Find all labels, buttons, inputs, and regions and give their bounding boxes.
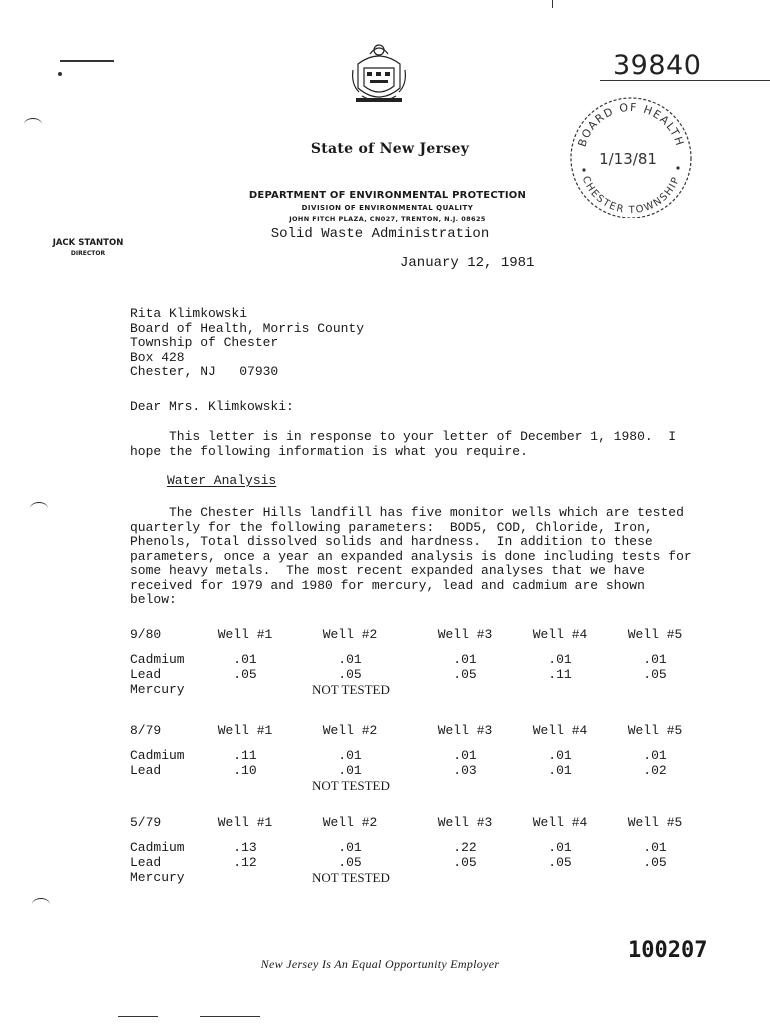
table-row [130, 748, 690, 763]
scan-mark [58, 72, 62, 76]
page-number: 100207 [628, 938, 708, 963]
recipient-line: Board of Health, Morris County [130, 320, 365, 336]
division-name: DIVISION OF ENVIRONMENTAL QUALITY [301, 204, 474, 212]
recipient-line: Chester, NJ 07930 [130, 364, 279, 379]
table-cell: .05 [233, 667, 257, 682]
well-header: Well #5 [627, 627, 683, 642]
table-cell: .01 [338, 652, 362, 667]
department-name: DEPARTMENT OF ENVIRONMENTAL PROTECTION [248, 190, 527, 201]
table-cell: .01 [548, 748, 572, 763]
salutation: Dear Mrs. Klimkowski: [130, 399, 294, 414]
not-tested-note: NOT TESTED [312, 778, 390, 793]
well-header: Well #5 [627, 815, 683, 830]
parameter-label: Lead [130, 667, 162, 682]
well-header: Well #2 [322, 723, 378, 738]
well-header: Well #4 [532, 815, 588, 830]
director-title: DIRECTOR [70, 250, 106, 257]
para2-line: received for 1979 and 1980 for mercury, lead and cadmium are shown [130, 577, 645, 593]
recipient-line: Township of Chester [130, 335, 279, 350]
table-cell: .01 [548, 763, 572, 778]
letter-date: January 12, 1981 [400, 255, 535, 271]
well-header: Well #3 [437, 815, 493, 830]
scan-mark [118, 1016, 158, 1017]
table-cell: .01 [643, 748, 667, 763]
parameter-label: Cadmium [130, 840, 185, 855]
table-cell: .01 [643, 840, 667, 855]
table-cell: .22 [453, 840, 477, 855]
table-cell: .01 [338, 763, 362, 778]
paragraph-intro [130, 430, 676, 459]
para2-line: quarterly for the following parameters: BOD5, COD, Chloride, Iron, [130, 519, 653, 535]
table-cell: .11 [548, 667, 572, 682]
results-table [130, 627, 690, 697]
table-cell: .01 [338, 748, 362, 763]
parameter-label: Lead [130, 855, 162, 870]
table-cell: .05 [548, 855, 572, 870]
results-table [130, 723, 690, 793]
well-header: Well #3 [437, 627, 493, 642]
table-cell: .12 [233, 855, 257, 870]
recipient-line: Box 428 [130, 349, 185, 365]
svg-text:BOARD OF HEALTH [575, 101, 686, 149]
table-header-row [130, 815, 690, 840]
para2-line: Phenols, Total dissolved solids and hardness. In addition to these [130, 534, 653, 549]
table-row [130, 652, 690, 667]
well-header: Well #1 [217, 723, 273, 738]
well-header: Well #3 [437, 723, 493, 738]
not-tested-note: NOT TESTED [312, 870, 390, 885]
table-cell: .01 [233, 652, 257, 667]
svg-text:CHESTER TOWNSHIP [580, 175, 683, 216]
parameter-label: Mercury [130, 682, 185, 697]
well-header: Well #5 [627, 723, 683, 738]
table-cell: .01 [548, 652, 572, 667]
table-row [130, 855, 690, 870]
table-row [130, 870, 690, 885]
administration-name: Solid Waste Administration [270, 226, 490, 242]
well-header: Well #1 [217, 815, 273, 830]
file-number-underline [600, 80, 770, 81]
table-cell: .01 [643, 652, 667, 667]
parameter-label: Lead [130, 763, 162, 778]
file-number: 39840 [613, 50, 702, 81]
table-cell: .05 [338, 855, 362, 870]
well-header: Well #4 [532, 723, 588, 738]
para2-line: below: [130, 592, 177, 607]
table-cell: .05 [453, 855, 477, 870]
table-cell: .01 [453, 748, 477, 763]
scan-mark [200, 1016, 260, 1017]
table-cell: .01 [338, 840, 362, 855]
table-cell: .01 [548, 840, 572, 855]
table-cell: .05 [338, 667, 362, 682]
para2-line: parameters, once a year an expanded analysis is done including tests for [130, 548, 692, 564]
table-period: 8/79 [130, 723, 162, 738]
well-header: Well #2 [322, 815, 378, 830]
paragraph-water-analysis [130, 506, 692, 608]
table-row [130, 667, 690, 682]
table-row [130, 840, 690, 855]
table-row [130, 682, 690, 697]
para2-line: The Chester Hills landfill has five monitor wells which are tested [130, 505, 684, 520]
scan-mark [32, 898, 50, 911]
results-table [130, 815, 690, 885]
director-name: JACK STANTON [52, 238, 124, 248]
parameter-label: Cadmium [130, 748, 185, 763]
well-header: Well #4 [532, 627, 588, 642]
well-header: Well #2 [322, 627, 378, 642]
table-cell: .03 [453, 763, 477, 778]
scan-mark [60, 60, 114, 62]
table-cell: .01 [453, 652, 477, 667]
scan-mark [24, 118, 42, 131]
table-cell: .13 [233, 840, 257, 855]
parameter-label: Cadmium [130, 652, 185, 667]
table-cell: .11 [233, 748, 257, 763]
department-address: JOHN FITCH PLAZA, CN027, TRENTON, N.J. 08625 [289, 215, 486, 223]
para1-line: This letter is in response to your letter of December 1, 1980. I [130, 429, 677, 444]
table-header-row [130, 627, 690, 652]
recipient-line: Rita Klimkowski [130, 306, 248, 321]
recipient-address [130, 307, 364, 380]
table-cell: .05 [643, 667, 667, 682]
scan-mark [552, 0, 553, 8]
table-cell: .05 [453, 667, 477, 682]
para2-line: some heavy metals. The most recent expanded analyses that we have [130, 563, 645, 578]
table-cell: .02 [643, 763, 667, 778]
board-of-health-stamp-icon [562, 92, 700, 218]
table-period: 9/80 [130, 627, 162, 642]
stamp-date: 1/13/81 [599, 150, 657, 168]
para1-line: hope the following information is what you require. [130, 443, 528, 459]
table-header-row [130, 723, 690, 748]
table-period: 5/79 [130, 815, 162, 830]
state-seal-icon [350, 40, 408, 110]
state-name: State of New Jersey [310, 141, 470, 157]
stamp-text-top: BOARD OF HEALTH [575, 100, 687, 149]
stamp-text-bottom: CHESTER TOWNSHIP [579, 174, 683, 217]
not-tested-note: NOT TESTED [312, 682, 390, 697]
well-header: Well #1 [217, 627, 273, 642]
parameter-label: Mercury [130, 870, 185, 885]
footer-text: New Jersey Is An Equal Opportunity Employer [260, 957, 500, 971]
table-row [130, 763, 690, 778]
table-cell: .05 [643, 855, 667, 870]
section-heading: Water Analysis [167, 473, 277, 488]
scan-mark [30, 502, 48, 515]
table-cell: .10 [233, 763, 257, 778]
